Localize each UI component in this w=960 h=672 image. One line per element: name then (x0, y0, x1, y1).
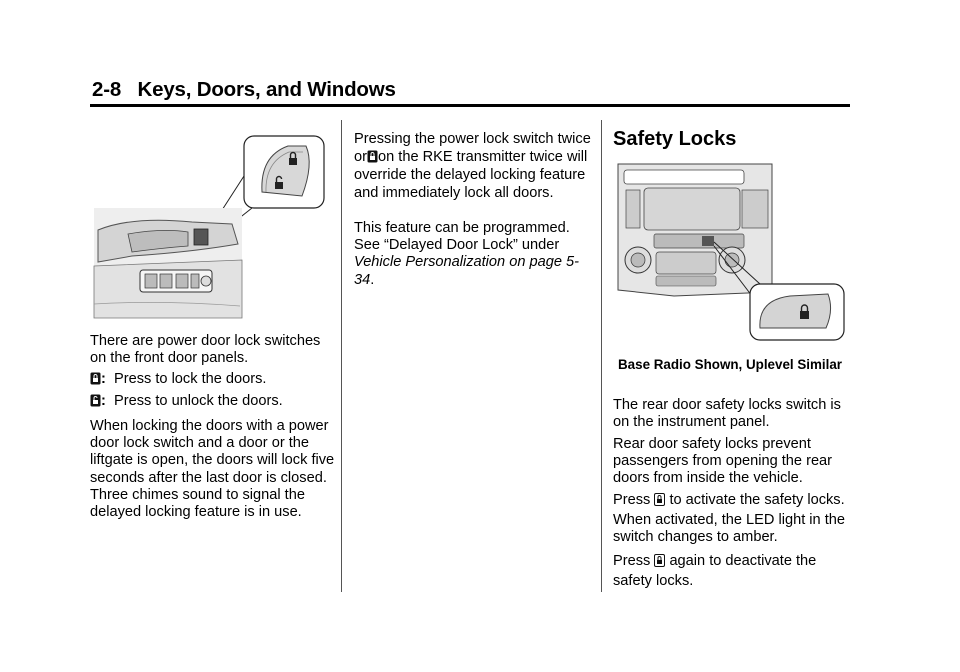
rke-lock-icon (367, 150, 378, 163)
page-header (92, 78, 396, 102)
column-divider-2 (601, 120, 602, 592)
safety-locks-purpose: Rear door safety locks prevent passengers from opening the rear doors from inside the vehicle. (613, 436, 833, 487)
radio-panel (618, 164, 772, 296)
child-lock-icon (654, 554, 665, 567)
lock-item: : Press to lock the doors. (90, 371, 336, 388)
page-number: 2-8 (92, 78, 122, 101)
door-lock-switch-figure (92, 134, 328, 320)
lock-item-text: Press to lock the doors. (113, 371, 267, 387)
instrument-panel-figure (614, 160, 850, 346)
child-lock-icon (654, 493, 665, 506)
deactivate-instruction: Press again to deactivate the safety locks. (613, 553, 817, 589)
unlock-item-text: Press to unlock the doors. (113, 393, 283, 409)
intro-paragraph: There are power door lock switches on the front door panels. (90, 333, 321, 367)
switch-callout (244, 136, 324, 208)
activate-instruction: Press to activate the safety locks. (613, 492, 845, 508)
section-title: Keys, Doors, and Windows (137, 78, 396, 101)
figure-caption: Base Radio Shown, Uplevel Similar (618, 357, 842, 372)
section-heading: Safety Locks (613, 128, 737, 150)
led-indicator-paragraph: When activated, the LED light in the switch changes to amber. (613, 512, 846, 546)
header-rule (90, 104, 850, 107)
column-divider-1 (341, 120, 342, 592)
delayed-locking-paragraph: When locking the doors with a power door lock switch and a door or the liftgate is open, the doors will lock five seconds after the last door is closed. Three chimes sound to signal the delayed locking feature is in use. (90, 418, 335, 521)
programming-paragraph: This feature can be programmed. See “Delayed Door Lock” under Vehicle Personalization on page 5-34. (354, 220, 579, 288)
personalization-link[interactable]: Vehicle Personalization on page 5-34 (354, 254, 579, 288)
unlock-icon (90, 394, 101, 407)
override-paragraph: Pressing the power lock switch twice or on the RKE transmitter twice will override the delayed locking feature and immediately lock all doors. (354, 131, 591, 201)
door-panel (94, 208, 242, 318)
lock-icon (90, 372, 101, 385)
unlock-item: : Press to unlock the doors. (90, 393, 336, 410)
safety-locks-location: The rear door safety locks switch is on the instrument panel. (613, 397, 841, 431)
safety-lock-callout (750, 284, 844, 340)
